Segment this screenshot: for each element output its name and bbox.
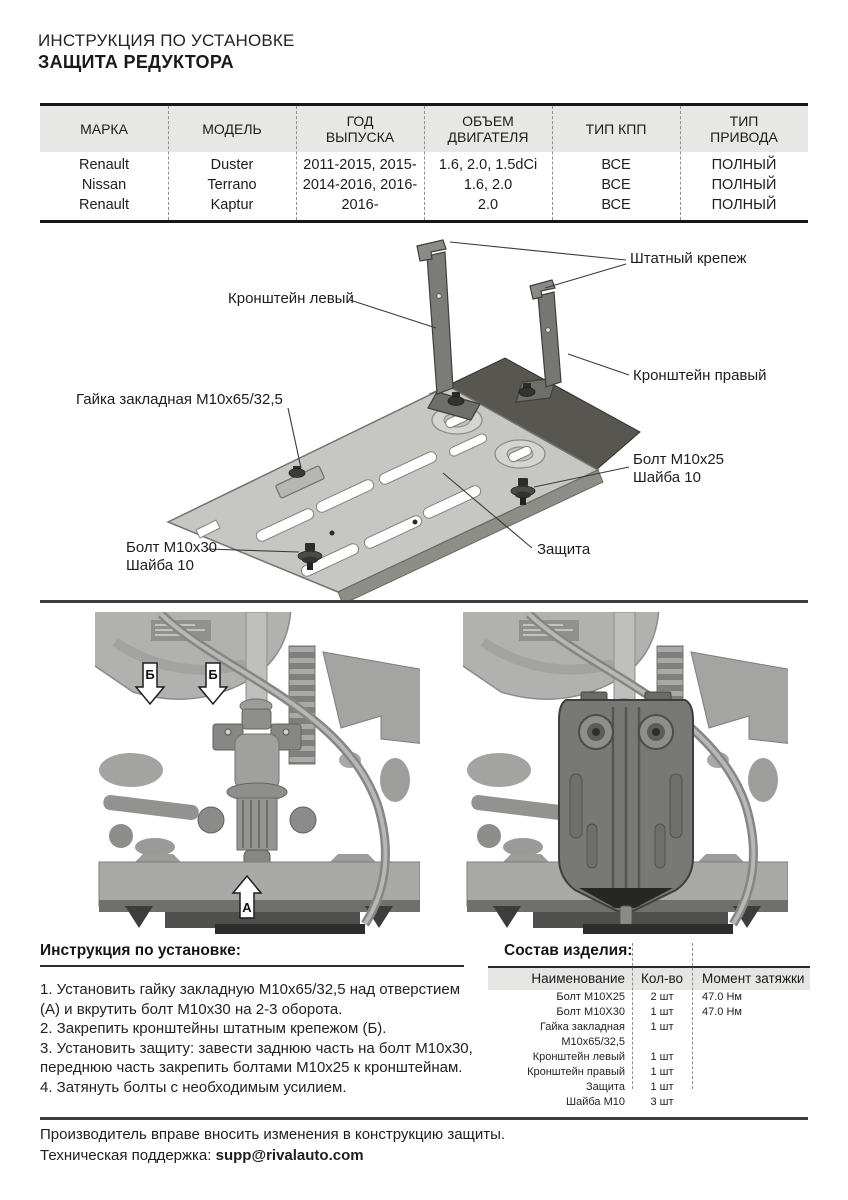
instruction-step: 2. Закрепить кронштейны штатным крепежом (Б). [40,1020,387,1037]
fitment-cell: ПОЛНЫЙ [711,197,777,213]
mount-bump [330,854,376,862]
control-arm [103,794,200,821]
column-divider [692,943,693,1089]
footer-divider [40,1117,808,1120]
title-block [38,30,295,73]
parts-row [488,1050,810,1065]
washer-cone [495,440,545,468]
parts-cell-qty: 3 шт [650,1096,674,1108]
column-divider [632,943,633,1089]
parts-cell-qty: 2 шт [650,991,674,1003]
parts-list [488,942,810,1110]
diagram-label-bolt-m10x30 [126,539,217,575]
column-divider [296,106,297,220]
parts-cell-torque [692,1050,810,1065]
install-instructions [40,942,476,1097]
column-divider [552,106,553,220]
section-divider [40,600,808,603]
fitment-cell: 1.6, 2.0 [463,177,513,193]
mount-bump [135,854,181,862]
heat-shield [323,652,420,744]
exploded-diagram [0,230,848,602]
column-divider [168,106,169,220]
marker-b-letter: Б [208,667,218,682]
parts-cell-name: Кронштейн правый [527,1066,625,1078]
support-email: supp@rivalauto.com [215,1147,364,1164]
joint [242,709,271,729]
support-label: Техническая поддержка: [40,1147,216,1164]
fitment-cell: Terrano [207,177,257,193]
mount-bump [503,854,549,862]
fitment-header-cell [296,106,424,152]
suspension-arm [99,753,163,787]
fitment-header-cell [40,106,168,152]
diagram-label-bracket-left: Кронштейн левый [228,290,354,307]
page-subtitle: ИНСТРУКЦИЯ ПО УСТАНОВКЕ [38,31,295,50]
fitment-cell: 2.0 [477,197,499,213]
parts-cell-torque [692,1020,810,1050]
heading-rule [40,965,464,967]
fitment-table [40,103,808,223]
fitment-cell: Kaptur [210,197,254,213]
fitment-header-cell [424,106,552,152]
parts-cell-name: Кронштейн левый [532,1051,625,1063]
fitment-cell: Renault [79,197,129,213]
parts-row [488,1080,810,1095]
undercarriage-photo-installed [463,612,788,934]
footer-note: Производитель вправе вносить изменения в конструкцию защиты. [40,1126,506,1143]
parts-cell-name: Защита [586,1081,625,1093]
parts-cell-torque [692,1065,810,1080]
mount-bump [698,854,744,862]
marker-b-letter: Б [145,667,155,682]
fitment-cell: Renault [79,157,129,173]
fitment-cell: 2011-2015, 2015- [303,157,417,173]
mount [493,906,521,928]
fitment-cell: ПОЛНЫЙ [711,177,777,193]
header-model: МОДЕЛЬ [202,121,262,137]
mount [125,906,153,928]
instruction-steps [40,980,476,1097]
marker-a-letter: А [242,900,252,915]
header-gearbox: ТИП КПП [585,121,647,137]
fitment-cell: ВСЕ [601,197,631,213]
fitment-header-cell [168,106,296,152]
driveshaft [614,612,635,704]
page-title: ЗАЩИТА РЕДУКТОРА [38,52,234,72]
header-marka: МАРКА [80,121,128,137]
instruction-step: 3. Установить защиту: завести заднюю часть на болт М10х30, переднюю часть закрепить болтами М10х25 к кронштейнам. [40,1039,473,1076]
header-year: ГОД ВЫПУСКА [325,113,395,145]
parts-cell-qty: 1 шт [650,1066,674,1078]
crossmember [99,862,420,906]
heat-shield [691,652,788,744]
parts-cell-name: Гайка закладная М10х65/32,5 [539,1021,625,1048]
parts-cell-torque [692,1095,810,1110]
bolt-m10x30-text: Болт М10х30 [126,539,218,556]
suspension-arm [467,753,531,787]
parts-row [488,1020,810,1050]
fitment-header-cell [552,106,680,152]
fitment-cell: Duster [210,157,254,173]
fitment-cell: ПОЛНЫЙ [711,157,777,173]
parts-cell-torque: 47.0 Нм [702,991,742,1003]
undercarriage-photo [95,612,420,934]
diagram-label-embedded-nut: Гайка закладная М10х65/32,5 [76,391,283,408]
parts-header-name: Наименование [531,971,625,986]
instruction-step: 4. Затянуть болты с необходимым усилием. [40,1078,347,1096]
diagram-label-factory-hardware: Штатный крепеж [630,250,747,267]
parts-row [488,1095,810,1110]
driveshaft [246,612,267,704]
header-drive: ТИП ПРИВОДА [710,113,778,145]
fitment-cell: ВСЕ [601,157,631,173]
control-arm [471,794,568,821]
fitment-cell: ВСЕ [601,177,631,193]
parts-cell-qty: 1 шт [650,1021,674,1033]
fitment-cell: 2014-2016, 2016- [302,177,418,193]
bracket-right [516,280,561,402]
bolt-m10x25-text: Болт М10х25 [633,451,725,468]
photo-before [95,612,420,934]
parts-cell-qty: 1 шт [650,1081,674,1093]
parts-cell-name: Болт М10Х30 [556,1006,625,1018]
parts-cell-torque: 47.0 Нм [702,1006,742,1018]
washer-10-text: Шайба 10 [633,469,701,486]
parts-cell-torque [692,1080,810,1095]
parts-header-qty: Кол-во [641,971,683,986]
instruction-step: 1. Установить гайку закладную М10х65/32,5 над отверстием (А) и вкрутить болт М10х30 на 2-3 оборота. [40,981,461,1018]
parts-row [488,1065,810,1080]
bushing [477,824,501,848]
column-divider [424,106,425,220]
header-engine: ОБЪЕМ ДВИГАТЕЛЯ [447,113,529,145]
floor-shadow [583,924,733,934]
parts-heading: Состав изделия: [504,942,633,959]
fitment-header-cell [680,106,808,152]
parts-cell-name: Болт М10Х25 [556,991,625,1003]
parts-cell-qty: 1 шт [650,1006,674,1018]
photo-after [463,612,788,934]
parts-row [488,1005,810,1020]
parts-header-torque: Момент затяжки [702,971,805,986]
fitment-cell: 1.6, 2.0, 1.5dCi [438,157,538,173]
parts-table [488,966,810,1110]
column-divider [680,106,681,220]
fitment-cell: 2016- [341,197,379,213]
bushing [109,824,133,848]
blob [748,758,778,802]
floor-shadow [215,924,365,934]
parts-table-header [488,968,810,990]
instructions-heading: Инструкция по установке: [40,942,241,959]
parts-cell-name: Шайба М10 [566,1096,625,1108]
diagram-label-bracket-right: Кронштейн правый [633,367,767,384]
blob [503,838,543,856]
blob [135,838,175,856]
parts-row [488,990,810,1005]
blob [380,758,410,802]
parts-cell-qty: 1 шт [650,1051,674,1063]
installed-shield [559,692,693,926]
footer-support [40,1147,364,1164]
washer-10-text: Шайба 10 [126,557,194,574]
diagram-label-bolt-m10x25 [633,451,724,487]
diagram-label-shield: Защита [537,541,591,558]
fitment-cell: Nissan [81,177,127,193]
